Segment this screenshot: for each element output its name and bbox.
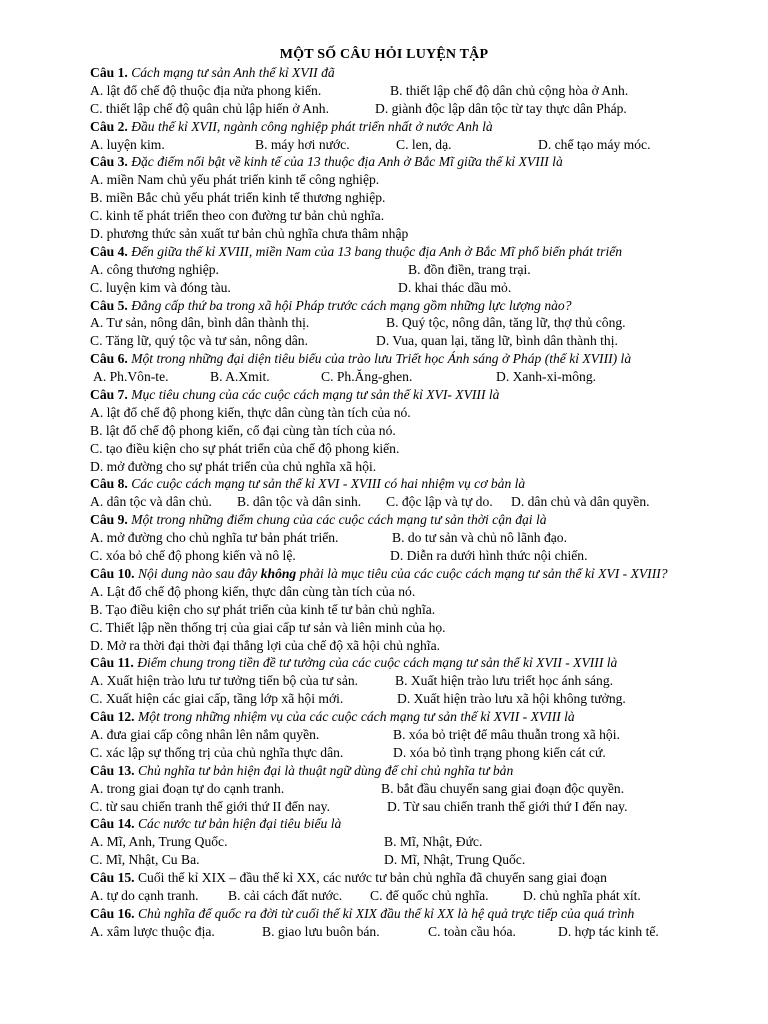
option: C. len, dạ.	[396, 136, 452, 152]
option-row	[90, 726, 702, 744]
option-line: C. tạo điều kiện cho sự phát triển của chế độ phong kiến.	[90, 440, 400, 456]
option: D. xóa bỏ tình trạng phong kiến cát cứ.	[393, 744, 606, 760]
question-2: Câu 2. Đầu thế kỉ XVII, ngành công nghiệp phát triển nhất ở nước Anh là	[90, 118, 493, 134]
question-1: Câu 1. Cách mạng tư sản Anh thế kỉ XVII đã	[90, 65, 335, 80]
option: A. Xuất hiện trào lưu tư tưởng tiến bộ của tư sản.	[90, 673, 359, 689]
option-row	[90, 547, 702, 565]
question-15: Câu 15. Cuối thế kỉ XIX – đầu thế kỉ XX, các nước tư bản chủ nghĩa đã chuyển sang giai đoạn	[90, 870, 607, 886]
option: D. Vua, quan lại, tăng lữ, bình dân thành thị.	[376, 333, 618, 349]
option: D. Diễn ra dưới hình thức nội chiến.	[390, 548, 588, 564]
option: D. dân chủ và dân quyền.	[511, 494, 650, 510]
option: C. thiết lập chế độ quân chủ lập hiến ở Anh.	[90, 100, 329, 116]
option: D. Xanh-xi-mông.	[496, 369, 597, 385]
option-line: B. miền Bắc chủ yếu phát triển kinh tế thương nghiệp.	[90, 190, 386, 206]
option-line: D. mở đường cho sự phát triển của chủ nghĩa xã hội.	[90, 458, 377, 474]
option: A. công thương nghiệp.	[90, 261, 219, 277]
question-9: Câu 9. Một trong những điểm chung của các cuộc cách mạng tư sản thời cận đại là	[90, 512, 547, 528]
option: C. độc lập và tự do.	[386, 494, 493, 510]
question-4: Câu 4. Đến giữa thế kỉ XVIII, miền Nam của 13 bang thuộc địa Anh ở Bắc Mĩ phổ biến phát triển	[90, 243, 623, 259]
option-row	[90, 529, 702, 547]
option-row	[90, 744, 702, 762]
question-14: Câu 14. Các nước tư bản hiện đại tiêu biểu là	[90, 816, 342, 832]
option: B. Quý tộc, nông dân, tăng lữ, thợ thủ công.	[386, 315, 626, 331]
option: A. luyện kim.	[90, 136, 165, 152]
option-row	[90, 136, 702, 154]
option: D. Mĩ, Nhật, Trung Quốc.	[384, 852, 526, 868]
question-16: Câu 16. Chủ nghĩa đế quốc ra đời từ cuối thế kỉ XIX đầu thế kỉ XX là hệ quả trực tiếp của quá trình	[90, 905, 635, 921]
option: B. dân tộc và dân sinh.	[237, 494, 362, 510]
option: C. toàn cầu hóa.	[428, 923, 516, 939]
option-line: A. lật đổ chế độ phong kiến, thực dân cùng tàn tích của nó.	[90, 404, 411, 420]
option: C. từ sau chiến tranh thế giới thứ II đến nay.	[90, 798, 330, 814]
option: D. hợp tác kinh tế.	[558, 923, 659, 939]
option: A. tự do cạnh tranh.	[90, 887, 199, 903]
question-13: Câu 13. Chủ nghĩa tư bản hiện đại là thuật ngữ dùng để chỉ chủ nghĩa tư bản	[90, 762, 514, 778]
option: D. Từ sau chiến tranh thế giới thứ I đến nay.	[387, 798, 628, 814]
option: A. lật đổ chế độ thuộc địa nửa phong kiến.	[90, 82, 322, 98]
option: B. A.Xmit.	[210, 369, 270, 385]
option: D. chủ nghĩa phát xít.	[523, 887, 641, 903]
option-row	[90, 493, 702, 511]
option-line: A. miền Nam chủ yếu phát triển kinh tế công nghiệp.	[90, 172, 380, 188]
option: A. Tư sản, nông dân, bình dân thành thị.	[90, 315, 310, 331]
option: A. xâm lược thuộc địa.	[90, 923, 215, 939]
option: B. do tư sản và chủ nô lãnh đạo.	[392, 530, 567, 546]
option-row	[90, 314, 702, 332]
option-line: A. Lật đổ chế độ phong kiến, thực dân cùng tàn tích của nó.	[90, 583, 416, 599]
option: C. Ph.Ăng-ghen.	[321, 369, 413, 385]
option: C. Mĩ, Nhật, Cu Ba.	[90, 852, 200, 868]
question-8: Câu 8. Các cuộc cách mạng tư sản thế kỉ XVI - XVIII có hai nhiệm vụ cơ bản là	[90, 476, 526, 492]
option-row	[90, 923, 702, 941]
option: B. Xuất hiện trào lưu triết học ánh sáng.	[395, 673, 614, 689]
option-row	[90, 780, 702, 798]
question-3: Câu 3. Đặc điểm nổi bật về kinh tế của 13 thuộc địa Anh ở Bắc Mĩ giữa thế kỉ XVIII là	[90, 154, 563, 170]
option: B. thiết lập chế độ dân chủ cộng hòa ở Anh.	[390, 82, 629, 98]
option: C. xác lập sự thống trị của chủ nghĩa thực dân.	[90, 744, 344, 760]
option: D. giành độc lập dân tộc từ tay thực dân Pháp.	[375, 100, 627, 116]
question-5: Câu 5. Đẳng cấp thứ ba trong xã hội Pháp trước cách mạng gồm những lực lượng nào?	[90, 297, 572, 313]
option: B. máy hơi nước.	[255, 136, 350, 152]
option: A. Ph.Vôn-te.	[93, 369, 169, 385]
option: A. Mĩ, Anh, Trung Quốc.	[90, 834, 228, 850]
option-row	[90, 100, 702, 118]
option-row	[90, 798, 702, 816]
option-line: C. Thiết lập nền thống trị của giai cấp tư sản và liên minh của họ.	[90, 619, 446, 635]
option-line: C. kinh tế phát triển theo con đường tư bản chủ nghĩa.	[90, 208, 385, 224]
option-line: B. Tạo điều kiện cho sự phát triển của kinh tế tư bản chủ nghĩa.	[90, 601, 436, 617]
option-row	[90, 279, 702, 297]
option: C. luyện kim và đóng tàu.	[90, 279, 231, 295]
option-row	[90, 690, 702, 708]
option-row	[90, 82, 702, 100]
option: C. đế quốc chủ nghĩa.	[370, 887, 489, 903]
option: B. giao lưu buôn bán.	[262, 923, 380, 939]
option-row	[90, 851, 702, 869]
option-line: B. lật đổ chế độ phong kiến, cổ đại cùng tàn tích của nó.	[90, 422, 396, 438]
option-row	[90, 833, 702, 851]
option: A. mở đường cho chủ nghĩa tư bản phát triển.	[90, 530, 339, 546]
option: D. khai thác dầu mỏ.	[398, 279, 512, 295]
option: C. xóa bỏ chế độ phong kiến và nô lệ.	[90, 548, 296, 564]
option-row	[90, 368, 702, 386]
option: D. chế tạo máy móc.	[538, 136, 651, 152]
option-row	[90, 672, 702, 690]
option: B. xóa bỏ triệt để mâu thuẫn trong xã hội.	[393, 726, 620, 742]
option-line: D. phương thức sản xuất tư bản chủ nghĩa chưa thâm nhập	[90, 226, 409, 242]
option: B. cải cách đất nước.	[228, 887, 343, 903]
option-line: D. Mở ra thời đại thời đại thắng lợi của chế độ xã hội chủ nghĩa.	[90, 637, 441, 653]
option: A. dân tộc và dân chủ.	[90, 494, 212, 510]
question-11: Câu 11. Điểm chung trong tiền đề tư tưởng của các cuộc cách mạng tư sản thế kỉ XVII - XVIII là	[90, 655, 618, 671]
question-10: Câu 10. Nội dung nào sau đây không phải là mục tiêu của các cuộc cách mạng tư sản thế kỉ XVI - XVIII?	[90, 565, 668, 581]
option-row	[90, 261, 702, 279]
option: A. trong giai đoạn tự do cạnh tranh.	[90, 780, 285, 796]
option: B. Mĩ, Nhật, Đức.	[384, 834, 483, 850]
option: B. bắt đầu chuyển sang giai đoạn độc quyền.	[381, 780, 625, 796]
option: D. Xuất hiện trào lưu xã hội không tưởng.	[397, 691, 626, 707]
option: C. Xuất hiện các giai cấp, tầng lớp xã hội mới.	[90, 691, 344, 707]
option-row	[90, 887, 702, 905]
question-list	[90, 64, 702, 941]
question-12: Câu 12. Một trong những nhiệm vụ của các cuộc cách mạng tư sản thế kỉ XVII - XVIII là	[90, 709, 575, 725]
option-row	[90, 332, 702, 350]
question-7: Câu 7. Mục tiêu chung của các cuộc cách mạng tư sản thế kỉ XVI- XVIII là	[90, 387, 500, 403]
option: C. Tăng lữ, quý tộc và tư sản, nông dân.	[90, 333, 308, 349]
option: A. đưa giai cấp công nhân lên nắm quyền.	[90, 726, 320, 742]
page-title: MỘT SỐ CÂU HỎI LUYỆN TẬP	[279, 47, 489, 62]
option: B. đồn điền, trang trại.	[408, 261, 531, 277]
question-6: Câu 6. Một trong những đại diện tiêu biểu của trào lưu Triết học Ánh sáng ở Pháp (thế kỉ XVIII) là	[90, 351, 632, 367]
